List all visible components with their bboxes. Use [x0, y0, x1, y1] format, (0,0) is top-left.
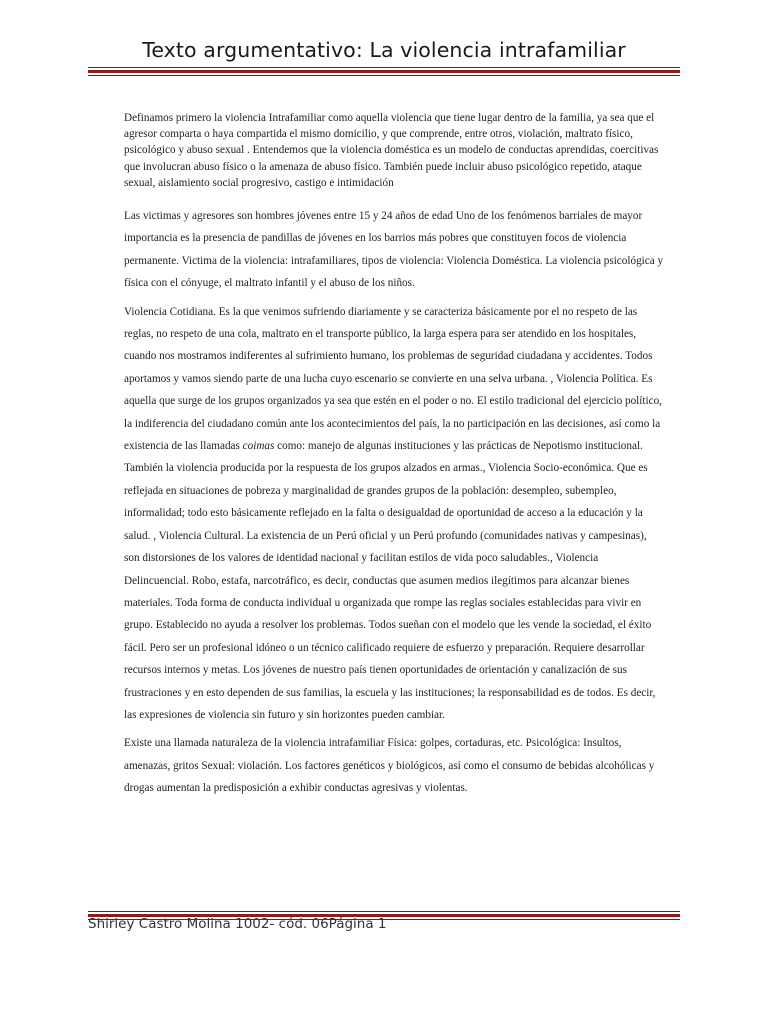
page-title: Texto argumentativo: La violencia intrafamiliar — [142, 38, 626, 62]
paragraph-victims: Las victimas y agresores son hombres jóvenes entre 15 y 24 años de edad Uno de los fenómenos barriales de mayor importancia es la presencia de pandillas de jóvenes en los barrios más pobres que constituyen focos de violencia permanente. Victima de la violencia: intrafamiliares, tipos de violencia: Violencia Doméstica. La violencia psicológica y física con el cónyuge, el maltrato infantil y el abuso de los niños. — [124, 210, 664, 290]
paragraph-violence-types — [124, 301, 664, 727]
header-rule — [88, 67, 680, 76]
italic-term-coimas: coimas — [242, 440, 275, 453]
paragraph-violence-types-part2: como: manejo de algunas instituciones y las prácticas de Nepotismo institucional. También la violencia producida por la respuesta de los grupos alzados en armas., Violencia Socio-económica. Que es reflejada en situaciones de pobreza y marginalidad de grandes grupos de la población: desempleo, subempleo, informalidad; todo esto básicamente reflejado en la falta o desigualdad de oportunidad de acceso a la educación y la salud. , Violencia Cultural. La existencia de un Perú oficial y un Perú profundo (comunidades nativas y campesinas), son distorsiones de los valores de identidad nacional y facilitan estilos de vida poco saludables., Violencia Delincuencial. Robo, estafa, narcotráfico, es decir, conductas que asumen medios ilegítimos para alcanzar bienes materiales. Toda forma de conducta individual u organizada que rompe las reglas sociales establecidas para vivir en grupo. Establecido no ayuda a resolver los problemas. Todos sueñan con el modelo que les vende la sociedad, el éxito fácil. Pero ser un profesional idóneo o un técnico calificado requiere de esfuerzo y preparación. Requiere desarrollar recursos internos y metas. Los jóvenes de nuestro país tienen oportunidades de orientación y canalización de sus frustraciones y en esto dependen de sus familias, la escuela y las instituciones; la responsabilidad es de todos. Es decir, las expresiones de violencia sin futuro y sin horizontes pueden cambiar. — [124, 440, 656, 721]
page-footer: Shirley Castro Molina 1002- cód. 06Página 1 — [88, 916, 387, 932]
paragraph-nature: Existe una llamada naturaleza de la violencia intrafamiliar Física: golpes, cortaduras, etc. Psicológica: Insultos, amenazas, gritos Sexual: violación. Los factores genéticos y biológicos, así como el consumo de bebidas alcohólicas y drogas aumentan la predisposición a exhibir conductas agresivas y violentas. — [124, 737, 655, 795]
paragraph-violence-types-part1: Violencia Cotidiana. Es la que venimos sufriendo diariamente y se caracteriza básicamente por el no respeto de las reglas, no respeto de una cola, maltrato en el transporte público, la larga espera para ser atendido en los hospitales, cuando nos mostramos indiferentes al sufrimiento humano, los problemas de seguridad ciudadana y accidentes. Todos aportamos y vamos siendo parte de una lucha cuyo escenario se convierte en una selva urbana. , Violencia Política. Es aquella que surge de los grupos organizados ya sea que estén en el poder o no. El estilo tradicional del ejercicio político, la indiferencia del ciudadano común ante los acontecimientos del país, la no participación en las decisiones, así como la existencia de las llamadas — [124, 305, 662, 453]
document-body — [124, 110, 664, 806]
paragraph-definition: Definamos primero la violencia Intrafamiliar como aquella violencia que tiene lugar dentro de la familia, ya sea que el agresor comparta o haya compartida el mismo domicilio, y que comprende, entre otros, violación, maltrato físico, psicológico y abuso sexual . Entendemos que la violencia doméstica es un modelo de conductas aprendidas, coercitivas que involucran abuso físico o la amenaza de abuso físico. También puede incluir abuso psicológico repetido, ataque sexual, aislamiento social progresivo, castigo e intimidación — [124, 112, 659, 189]
